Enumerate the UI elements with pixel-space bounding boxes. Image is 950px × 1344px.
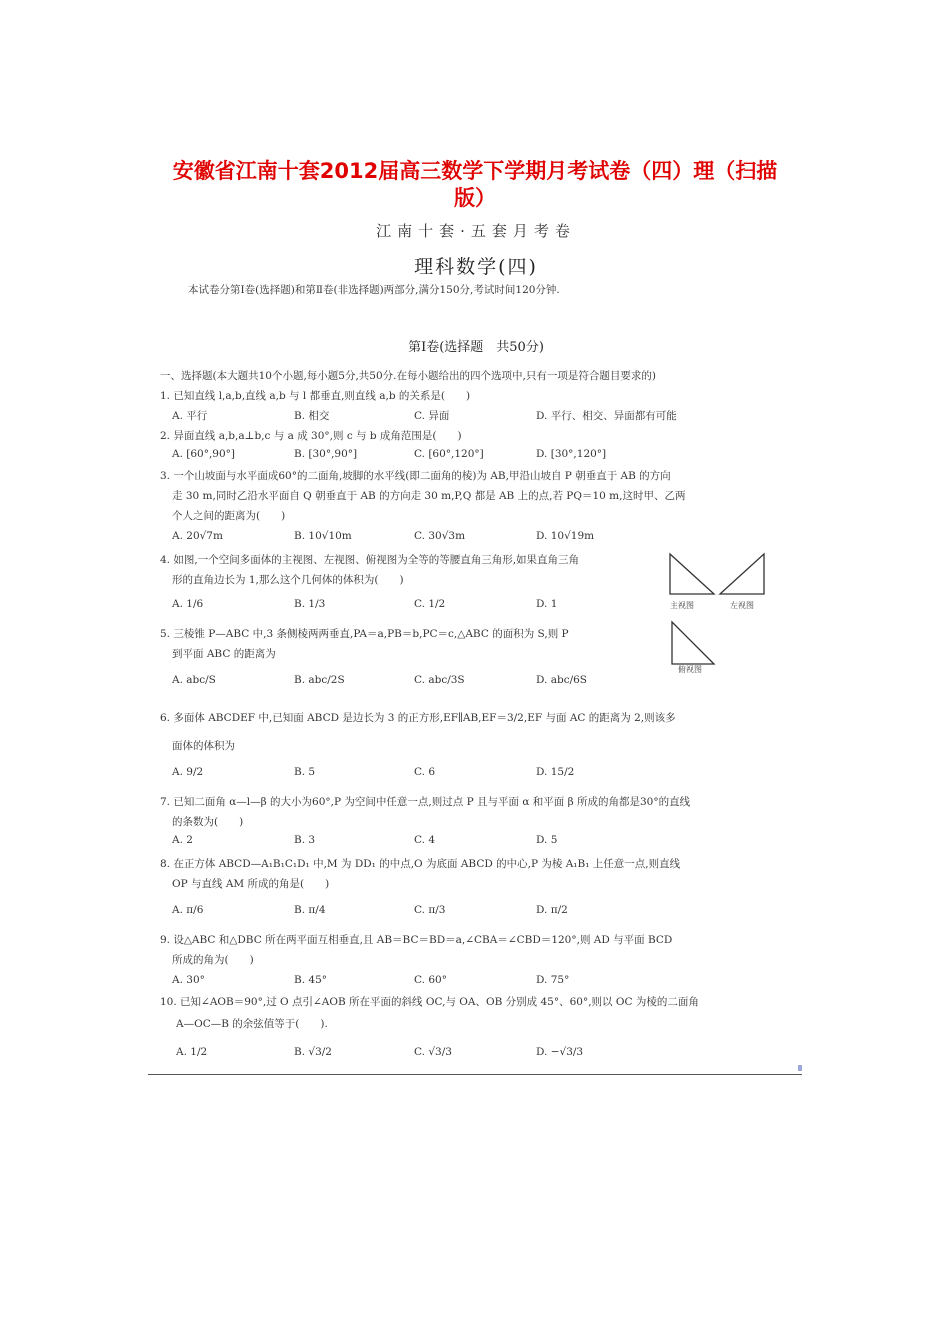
q1-option-a: A. 平行: [172, 410, 208, 422]
question-10-line-2: A—OC—B 的余弦值等于( ).: [176, 1018, 328, 1030]
q7-option-a: A. 2: [172, 834, 193, 846]
question-9-line-1: 9. 设△ABC 和△DBC 所在两平面互相垂直,且 AB＝BC＝BD＝a,∠CBA＝∠CBD＝120°,则 AD 与平面 BCD: [160, 934, 673, 946]
q3-option-b: B. 10√10m: [294, 530, 352, 542]
question-6-line-2: 面体的体积为: [172, 740, 235, 752]
exam-series: 江南十套·五套月考卷: [376, 222, 576, 240]
exam-subject: 理科数学(四): [414, 256, 538, 278]
q9-option-a: A. 30°: [172, 974, 205, 986]
question-9-line-2: 所成的角为( ): [172, 954, 254, 966]
q1-option-c: C. 异面: [414, 410, 450, 422]
q10-option-c: C. √3/3: [414, 1046, 452, 1058]
question-3-line-2: 走 30 m,同时乙沿水平面自 Q 朝垂直于 AB 的方向走 30 m,P,Q 都是 AB 上的点,若 PQ＝10 m,这时甲、乙两: [172, 490, 686, 502]
title-line-1: 安徽省江南十套2012届高三数学下学期月考试卷（四）理（扫描: [172, 159, 778, 183]
q5-option-b: B. abc/2S: [294, 674, 345, 686]
question-3-line-3: 个人之间的距离为( ): [172, 510, 286, 522]
front-view-triangle: [670, 554, 714, 594]
question-4-line-2: 形的直角边长为 1,那么这个几何体的体积为( ): [172, 574, 404, 586]
q1-option-b: B. 相交: [294, 410, 330, 422]
top-view-triangle: [672, 622, 714, 664]
section-intro: 一、选择题(本大题共10个小题,每小题5分,共50分.在每小题给出的四个选项中,只有一项是符合题目要求的): [160, 370, 656, 382]
question-6-line-1: 6. 多面体 ABCDEF 中,已知面 ABCD 是边长为 3 的正方形,EF∥AB,EF＝3/2,EF 与面 AC 的距离为 2,则该多: [160, 712, 676, 724]
question-5-line-1: 5. 三棱锥 P—ABC 中,3 条侧棱两两垂直,PA＝a,PB＝b,PC＝c,△ABC 的面积为 S,则 P: [160, 628, 569, 640]
question-7-line-2: 的条数为( ): [172, 816, 244, 828]
question-3-line-1: 3. 一个山坡面与水平面成60°的二面角,坡脚的水平线(即二面角的棱)为 AB,甲沿山坡自 P 朝垂直于 AB 的方向: [160, 470, 671, 482]
question-2-line-1: 2. 异面直线 a,b,a⊥b,c 与 a 成 30°,则 c 与 b 成角范围是( ): [160, 430, 462, 442]
q5-option-d: D. abc/6S: [536, 674, 587, 686]
q6-option-d: D. 15/2: [536, 766, 575, 778]
q9-option-d: D. 75°: [536, 974, 570, 986]
front-view-label: 主视图: [670, 601, 694, 610]
title-line-2: 版）: [454, 186, 496, 210]
q3-option-a: A. 20√7m: [172, 530, 223, 542]
question-5-line-2: 到平面 ABC 的距离为: [172, 648, 276, 660]
q9-option-c: C. 60°: [414, 974, 447, 986]
q9-option-b: B. 45°: [294, 974, 328, 986]
q2-option-d: D. [30°,120°]: [536, 448, 607, 460]
q4-option-d: D. 1: [536, 598, 558, 610]
left-view-label: 左视图: [730, 601, 754, 610]
q7-option-c: C. 4: [414, 834, 436, 846]
q1-option-d: D. 平行、相交、异面都有可能: [536, 410, 677, 422]
question-10-line-1: 10. 已知∠AOB＝90°,过 O 点引∠AOB 所在平面的斜线 OC,与 OA、OB 分别成 45°、60°,则以 OC 为棱的二面角: [160, 996, 699, 1008]
q8-option-b: B. π/4: [294, 904, 326, 916]
q5-option-a: A. abc/S: [172, 674, 216, 686]
question-4-line-1: 4. 如图,一个空间多面体的主视图、左视图、俯视图为全等的等腰直角三角形,如果直角三角: [160, 554, 580, 566]
bottom-rule: [148, 1074, 802, 1075]
q3-option-c: C. 30√3m: [414, 530, 466, 542]
exam-instructions: 本试卷分第Ⅰ卷(选择题)和第Ⅱ卷(非选择题)两部分,满分150分,考试时间120分钟.: [188, 284, 560, 296]
q7-option-b: B. 3: [294, 834, 316, 846]
q2-option-a: A. [60°,90°]: [172, 448, 236, 460]
scan-artifact-mark: [798, 1065, 802, 1071]
question-1-line-1: 1. 已知直线 l,a,b,直线 a,b 与 l 都垂直,则直线 a,b 的关系是( ): [160, 390, 471, 402]
question-8-line-1: 8. 在正方体 ABCD—A₁B₁C₁D₁ 中,M 为 DD₁ 的中点,O 为底面 ABCD 的中心,P 为棱 A₁B₁ 上任意一点,则直线: [160, 858, 681, 870]
q4-option-a: A. 1/6: [172, 598, 204, 610]
three-view-figure: [666, 548, 806, 674]
q6-option-c: C. 6: [414, 766, 436, 778]
q10-option-a: A. 1/2: [176, 1046, 208, 1058]
q8-option-d: D. π/2: [536, 904, 568, 916]
q2-option-c: C. [60°,120°]: [414, 448, 484, 460]
left-view-triangle: [720, 554, 764, 594]
q8-option-a: A. π/6: [172, 904, 204, 916]
q5-option-c: C. abc/3S: [414, 674, 465, 686]
q6-option-a: A. 9/2: [172, 766, 204, 778]
q2-option-b: B. [30°,90°]: [294, 448, 358, 460]
scanned-exam-page: [148, 212, 804, 1078]
q10-option-d: D. −√3/3: [536, 1046, 584, 1058]
q4-option-c: C. 1/2: [414, 598, 446, 610]
question-8-line-2: OP 与直线 AM 所成的角是( ): [172, 878, 330, 890]
q4-option-b: B. 1/3: [294, 598, 326, 610]
document-title: [150, 158, 800, 212]
section-heading: 第Ⅰ卷(选择题 共50分): [408, 340, 544, 355]
q6-option-b: B. 5: [294, 766, 316, 778]
q10-option-b: B. √3/2: [294, 1046, 332, 1058]
question-7-line-1: 7. 已知二面角 α—l—β 的大小为60°,P 为空间中任意一点,则过点 P 且与平面 α 和平面 β 所成的角都是30°的直线: [160, 796, 691, 808]
q3-option-d: D. 10√19m: [536, 530, 595, 542]
q8-option-c: C. π/3: [414, 904, 446, 916]
q7-option-d: D. 5: [536, 834, 558, 846]
top-view-label: 俯视图: [678, 665, 702, 674]
